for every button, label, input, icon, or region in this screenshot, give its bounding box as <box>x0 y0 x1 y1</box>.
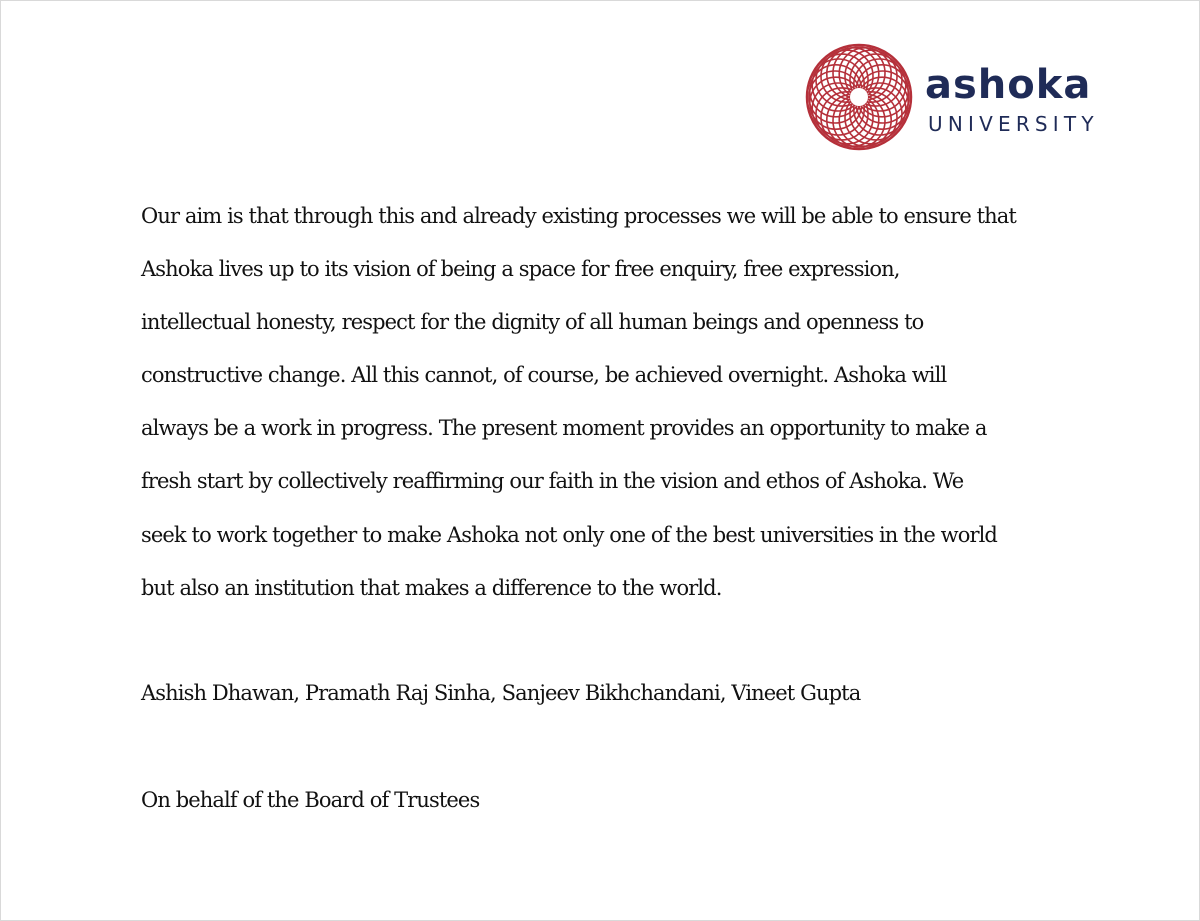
paragraph-line: intellectual honesty, respect for the dignity of all human beings and openness to <box>141 310 924 335</box>
paragraph-line: Our aim is that through this and already existing processes we will be able to ensure that <box>141 204 1016 228</box>
signatories: Ashish Dhawan, Pramath Raj Sinha, Sanjeev Bikhchandani, Vineet Gupta <box>141 681 861 705</box>
paragraph-line: always be a work in progress. The present moment provides an opportunity to make a <box>141 416 987 441</box>
logo-wordmark: ashoka <box>925 62 1092 108</box>
paragraph-line: fresh start by collectively reaffirming our faith in the vision and ethos of Ashoka. We <box>141 469 964 494</box>
ashoka-university-logo <box>805 43 1125 153</box>
closing-line: On behalf of the Board of Trustees <box>141 788 480 812</box>
logo-subtitle: UNIVERSITY <box>928 112 1099 136</box>
paragraph-line: Ashoka lives up to its vision of being a space for free enquiry, free expression, <box>141 257 900 282</box>
ashoka-rosette-icon <box>805 43 913 151</box>
paragraph-line: seek to work together to make Ashoka not only one of the best universities in the world <box>141 522 997 547</box>
paragraph-line: constructive change. All this cannot, of course, be achieved overnight. Ashoka will <box>141 363 947 388</box>
rosette-center <box>850 88 868 106</box>
paragraph-line: but also an institution that makes a difference to the world. <box>141 575 722 600</box>
letter-paragraph <box>141 190 1071 615</box>
